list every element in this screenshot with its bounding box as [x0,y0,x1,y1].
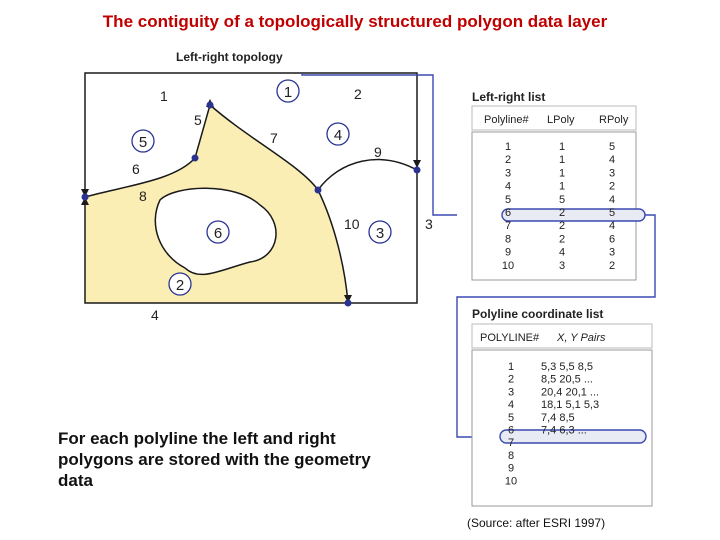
polygon-label-6 [207,221,229,243]
diagram-heading: Left-right topology [176,50,283,64]
coord-cell-id: 2 [507,373,515,386]
polygon-label-4 [327,123,349,145]
coord-cell-id: 6 [507,424,515,437]
lr-cell-lpoly: 4 [558,246,566,259]
lr-cell-polyline: 2 [504,154,512,167]
lr-cell-rpoly: 3 [608,246,616,259]
lr-cell-polyline: 9 [504,246,512,259]
lr-cell-lpoly: 1 [558,141,566,153]
coord-list-heading: Polyline coordinate list [472,307,604,321]
lr-cell-polyline: 7 [504,220,512,233]
lr-cell-rpoly: 6 [608,233,616,246]
lr-cell-polyline: 3 [504,167,512,180]
lr-cell-polyline: 4 [504,180,512,193]
svg-text:3: 3 [375,225,385,242]
coord-col-xy: X, Y Pairs [557,332,606,344]
polygon-label-5 [132,130,154,152]
coord-cell-id: 8 [507,449,515,462]
lr-list-heading: Left-right list [472,90,546,104]
polygon-label-2 [169,273,191,295]
lr-cell-rpoly: 2 [608,180,616,193]
coord-cell-xy: 18,1 5,1 5,3 [541,399,600,412]
lr-cell-polyline: 10 [501,259,515,272]
lr-cell-lpoly: 1 [558,180,566,193]
coord-cell-xy: 20,4 20,1 ... [541,386,600,399]
lr-cell-polyline: 6 [504,207,512,219]
lr-col-polyline: Polyline# [484,114,529,126]
line-label-6: 6 [132,161,140,177]
polygon-label-3 [369,221,391,243]
source-note: (Source: after ESRI 1997) [467,516,606,530]
lr-cell-lpoly: 1 [558,154,566,167]
coord-cell-id: 7 [507,437,515,450]
polygon-label-1 [277,80,299,102]
line-label-3: 3 [425,216,433,232]
line-label-9: 9 [374,144,382,160]
lr-col-rpoly: RPoly [599,114,629,126]
line-label-2: 2 [354,86,362,102]
lr-cell-rpoly: 5 [608,141,616,153]
page-title: The contiguity of a topologically structured polygon data layer [102,12,608,31]
lr-cell-lpoly: 1 [558,167,566,180]
coord-cell-xy: 8,5 20,5 ... [541,373,593,386]
svg-text:6: 6 [213,225,223,242]
lr-cell-rpoly: 4 [608,220,616,233]
line-label-10: 10 [344,216,360,232]
lr-cell-polyline: 8 [504,233,512,246]
svg-text:4: 4 [333,127,343,144]
lr-cell-polyline: 1 [504,141,512,153]
coord-cell-id: 9 [507,462,515,475]
coord-col-id: POLYLINE# [480,332,540,344]
lr-cell-lpoly: 2 [558,233,566,246]
coord-cell-id: 1 [507,361,515,373]
coord-cell-id: 4 [507,399,515,412]
coord-cell-id: 10 [504,475,518,488]
lr-cell-rpoly: 2 [608,259,616,272]
coord-cell-id: 3 [507,386,515,399]
lr-cell-rpoly: 5 [608,207,616,219]
line-label-8: 8 [139,188,147,204]
caption: For each polyline the left and right polygons are stored with the geometry data [58,429,371,490]
line-label-7: 7 [270,130,278,146]
lr-cell-rpoly: 3 [608,167,616,180]
lr-cell-lpoly: 5 [558,193,566,206]
line-9 [318,160,417,190]
coord-cell-xy: 7,4 8,5 [541,411,575,424]
coord-cell-xy: 7,4 6,3 ... [541,424,587,437]
lr-cell-rpoly: 4 [608,154,616,167]
svg-text:1: 1 [283,84,293,101]
svg-text:2: 2 [175,277,185,294]
lr-cell-lpoly: 2 [558,207,566,219]
coord-cell-xy: 5,3 5,5 8,5 [541,361,593,373]
lr-cell-polyline: 5 [504,193,512,206]
lr-cell-lpoly: 2 [558,220,566,233]
line-label-4: 4 [151,307,159,323]
lr-col-lpoly: LPoly [547,114,575,126]
line-label-5: 5 [194,112,202,128]
lr-cell-lpoly: 3 [558,259,566,272]
line-label-1: 1 [160,88,168,104]
coord-cell-id: 5 [507,411,515,424]
lr-list-highlight [502,209,645,221]
lr-cell-rpoly: 4 [608,193,616,206]
svg-text:5: 5 [138,134,148,151]
